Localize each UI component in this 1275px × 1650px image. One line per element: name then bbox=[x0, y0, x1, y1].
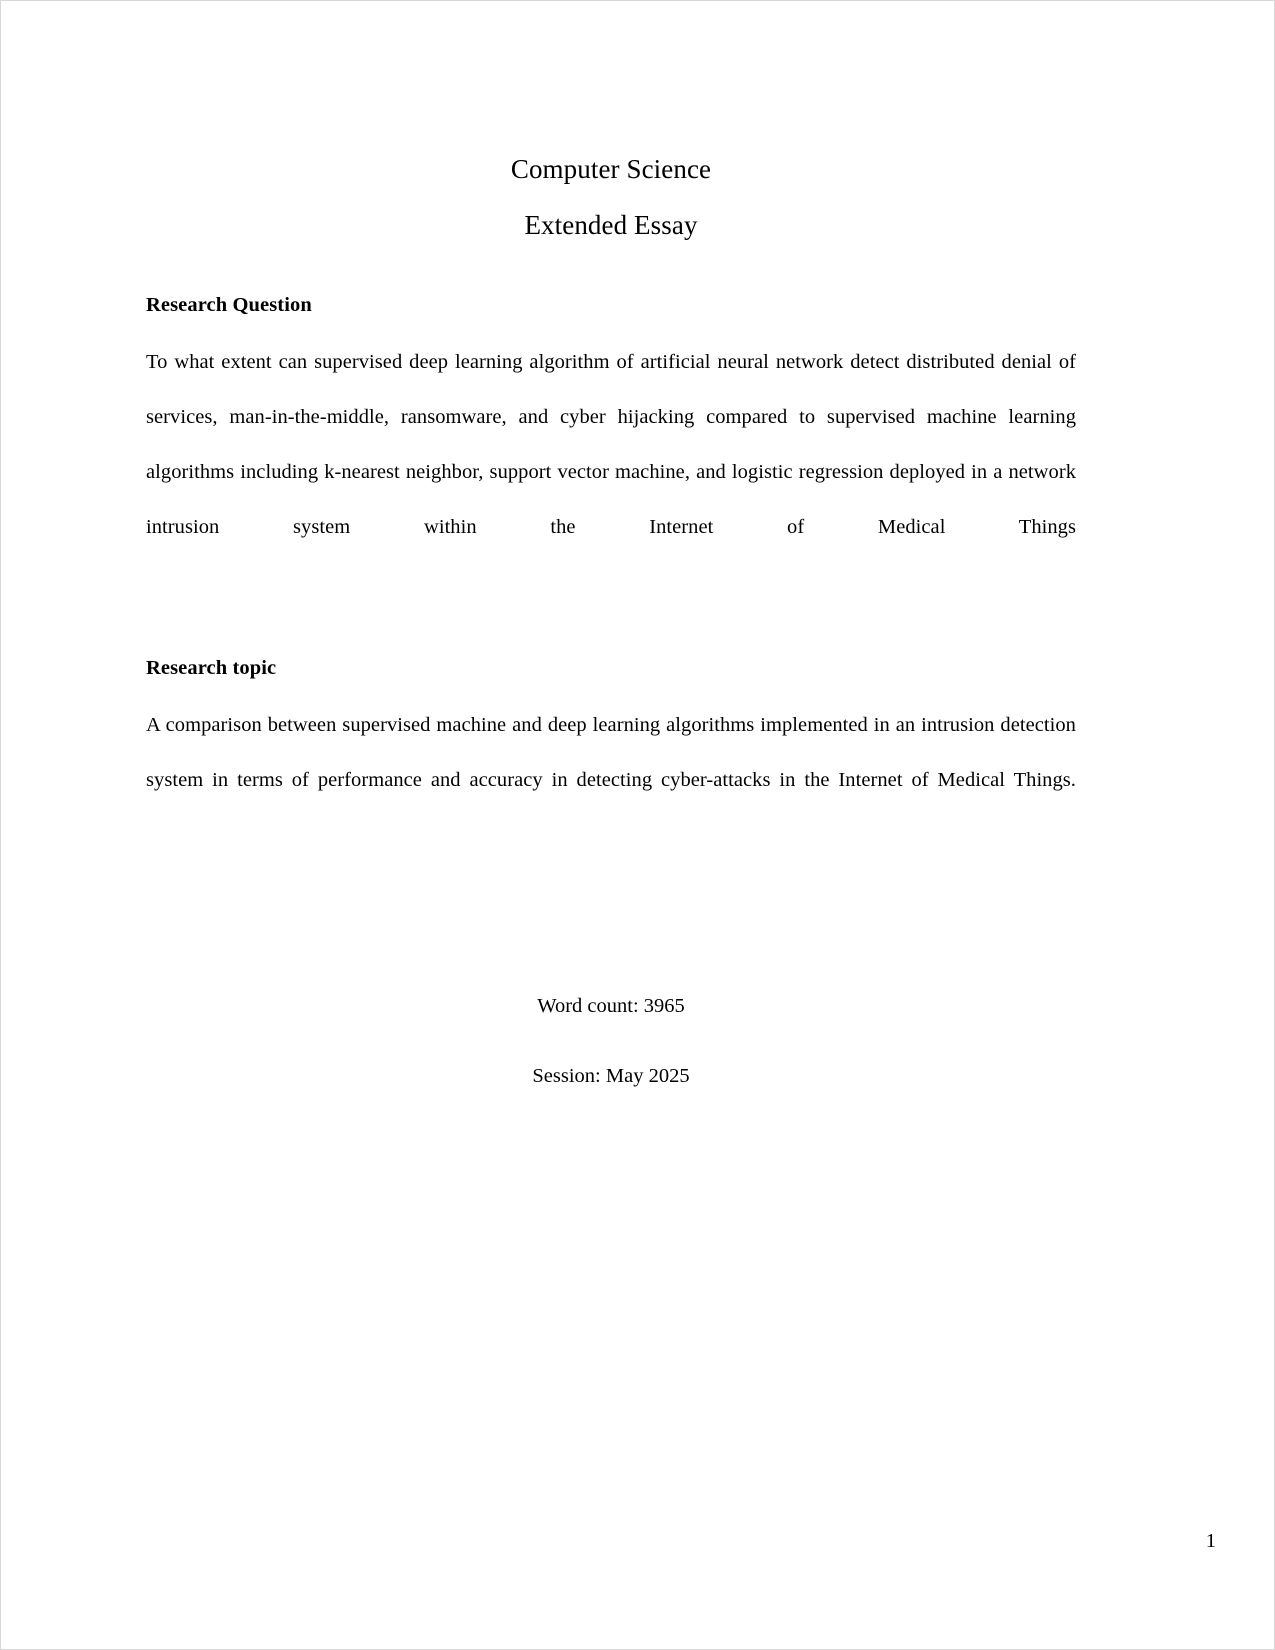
title-line-type: Extended Essay bbox=[524, 210, 698, 240]
document-title bbox=[146, 1, 1076, 253]
page-content bbox=[146, 1, 1076, 1111]
paragraph-research-topic: A comparison between supervised machine and deep learning algorithms implemented in an intrusion detection system in terms of performance and accuracy in detecting cyber-attacks in the Internet of Medical Things. bbox=[146, 714, 1076, 791]
session-line: Session: May 2025 bbox=[532, 1065, 690, 1087]
title-line-subject: Computer Science bbox=[510, 154, 712, 184]
page-number: 1 bbox=[1205, 1530, 1216, 1552]
document-footer bbox=[146, 971, 1076, 1111]
heading-research-question: Research Question bbox=[146, 294, 312, 316]
paragraph-research-question: To what extent can supervised deep learning algorithm of artificial neural network detect distributed denial of services, man-in-the-middle, ransomware, and cyber hijacking compared to supervised machine learning algorithms including k-nearest neighbor, support vector machine, and logistic regression deployed in a network intrusion system within the Internet of Medical Things bbox=[146, 351, 1076, 538]
word-count-line: Word count: 3965 bbox=[537, 995, 685, 1017]
heading-research-topic: Research topic bbox=[146, 657, 277, 679]
